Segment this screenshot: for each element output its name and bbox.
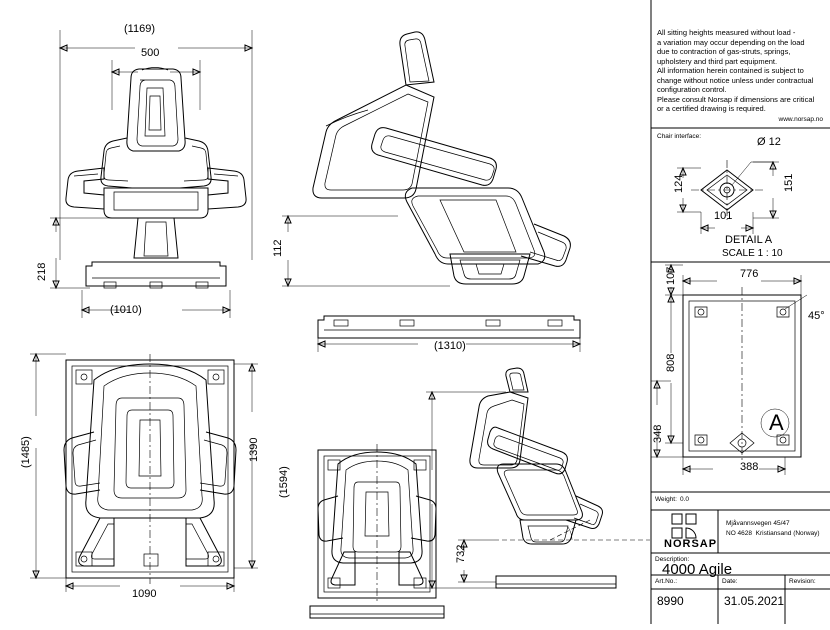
dim-label-1485: (1485) <box>20 436 32 468</box>
dim-label-500: 500 <box>141 47 160 59</box>
rear-view <box>300 390 460 630</box>
address-line-1: Mjåvannsvegen 45/47 <box>726 520 790 527</box>
chair-interface-label: Chair interface: <box>657 133 702 140</box>
address-line-2: NO 4628 Kristiansand (Norway) <box>726 530 820 537</box>
notes-block <box>657 28 823 123</box>
dim-label-218: 218 <box>36 262 48 281</box>
description-value: 4000 Agile <box>662 561 733 578</box>
dim-label-101: 101 <box>714 210 733 222</box>
dim-label-1310: (1310) <box>434 340 466 352</box>
dim-label-124: 124 <box>673 174 685 193</box>
dim-label-107: 107 <box>665 266 677 285</box>
dim-1390 <box>234 364 258 568</box>
chair-rear-outline <box>310 444 444 618</box>
dim-label-1010: (1010) <box>110 304 142 316</box>
dim-218 <box>50 218 138 288</box>
art-no-label: Art.No.: <box>655 578 678 585</box>
note-line-2: a variation may occur depending on the load <box>657 37 805 47</box>
date-label: Date: <box>722 578 738 585</box>
note-line-4: upholstery and third part equipment. <box>657 56 778 66</box>
dim-label-1390: 1390 <box>248 437 260 462</box>
note-line-5: All information herein contained is subject to <box>657 66 804 75</box>
dim-label-808: 808 <box>665 353 677 372</box>
angle-label-45: 45° <box>808 310 825 322</box>
dim-112 <box>282 216 450 286</box>
dim-1010 <box>82 290 230 318</box>
front-view <box>30 10 330 340</box>
chair-reclined-outline <box>470 368 650 588</box>
dim-1485 <box>30 354 66 578</box>
website-text: www.norsap.no <box>778 115 823 123</box>
note-line-3: due to contraction of gas-struts, springs, <box>657 47 791 56</box>
dim-label-diameter-12: Ø 12 <box>757 136 781 148</box>
detail-a-scale: SCALE 1 : 10 <box>722 248 783 259</box>
dim-label-151: 151 <box>783 173 795 192</box>
note-line-6: change without notice unless under contractual <box>657 75 814 85</box>
reclined-view <box>450 370 670 620</box>
side-view <box>290 10 620 350</box>
revision-label: Revision: <box>789 578 816 585</box>
dim-label-1169: (1169) <box>124 23 155 35</box>
weight-value: 0.0 <box>680 496 690 503</box>
note-line-1: All sitting heights measured without load - <box>657 28 796 37</box>
dim-label-1594: (1594) <box>278 466 290 498</box>
dim-label-776: 776 <box>740 268 759 280</box>
chair-front-outline <box>66 68 246 289</box>
weight-label: Weight: <box>655 496 677 503</box>
note-line-7: configuration control. <box>657 85 727 94</box>
dim-label-388: 388 <box>740 461 759 473</box>
company-name: NORSAP <box>664 538 718 550</box>
art-no-value: 8990 <box>657 594 684 608</box>
detail-a-title: DETAIL A <box>725 234 773 246</box>
chair-side-outline <box>313 32 580 338</box>
dim-label-1090: 1090 <box>132 588 157 600</box>
detail-marker-a: A <box>769 410 784 435</box>
dim-1169 <box>60 30 252 260</box>
base-plate-plan <box>655 265 830 491</box>
dim-label-348: 348 <box>652 424 664 443</box>
dim-label-732: 732 <box>455 544 467 563</box>
dim-label-112: 112 <box>272 239 284 257</box>
chair-top-outline <box>64 354 236 584</box>
note-line-8: Please consult Norsap if dimensions are critical <box>657 94 815 104</box>
date-value: 31.05.2021 <box>724 594 785 608</box>
note-line-9: or a certified drawing is required. <box>657 104 766 113</box>
description-label: Description: <box>655 556 690 563</box>
